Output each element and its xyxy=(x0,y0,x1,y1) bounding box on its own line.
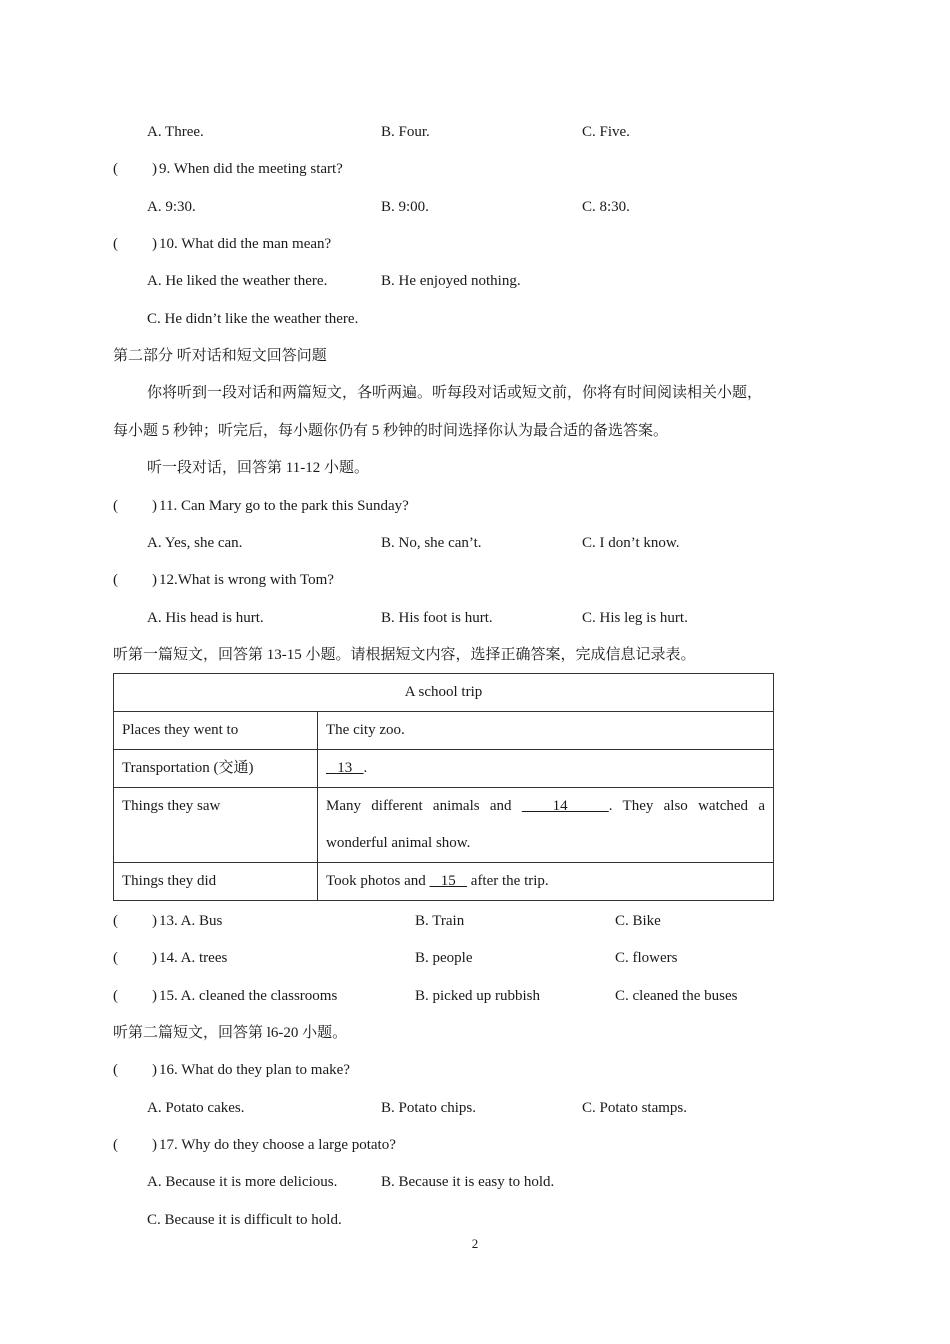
q8-option-c: C. Five. xyxy=(582,124,630,140)
question-stem: 10. What did the man mean? xyxy=(159,236,332,252)
answer-paren-close: ) xyxy=(152,950,157,966)
answer-paren-open: ( xyxy=(113,161,118,177)
answer-paren-close: ) xyxy=(152,988,157,1004)
option-c: C. cleaned the buses xyxy=(615,988,738,1004)
question-stem: 9. When did the meeting start? xyxy=(159,161,343,177)
answer-blank-15[interactable]: 15 xyxy=(429,873,468,889)
option-c: C. Potato stamps. xyxy=(582,1100,688,1116)
option-b: B. 9:00. xyxy=(381,199,429,215)
answer-paren-close: ) xyxy=(152,572,157,588)
answer-blank-13[interactable]: 13 xyxy=(326,760,364,776)
question-stem: 14. A. trees xyxy=(159,950,228,966)
answer-paren-close: ) xyxy=(152,498,157,514)
answer-paren-close: ) xyxy=(152,1137,157,1153)
answer-blank-14[interactable]: 14 xyxy=(521,798,609,814)
instructions-line-2: 每小题 5 秒钟；听完后，每小题你仍有 5 秒钟的时间选择你认为最合适的备选答案。 xyxy=(113,423,669,439)
question-stem: 13. A. Bus xyxy=(159,913,223,929)
answer-paren-open: ( xyxy=(113,498,118,514)
school-trip-table xyxy=(113,673,774,901)
answer-paren-close: ) xyxy=(152,161,157,177)
passage-2-intro: 听第二篇短文，回答第 l6-20 小题。 xyxy=(113,1025,348,1041)
text-pre: Took photos and xyxy=(326,873,430,889)
dialog-intro: 听一段对话，回答第 11-12 小题。 xyxy=(147,460,369,476)
option-b: B. He enjoyed nothing. xyxy=(381,273,521,289)
answer-paren-open: ( xyxy=(113,1062,118,1078)
option-b: B. No, she can’t. xyxy=(381,535,482,551)
row-label: Places they went to xyxy=(114,712,318,750)
text-pre: Many different animals and xyxy=(326,798,512,814)
option-b: B. picked up rubbish xyxy=(415,988,540,1004)
table-title: A school trip xyxy=(114,674,774,712)
option-c: C. Because it is difficult to hold. xyxy=(147,1212,342,1228)
question-stem: 16. What do they plan to make? xyxy=(159,1062,350,1078)
answer-paren-close: ) xyxy=(152,1062,157,1078)
table-row xyxy=(114,788,774,863)
q8-option-b: B. Four. xyxy=(381,124,430,140)
answer-paren-close: ) xyxy=(152,913,157,929)
question-stem: 17. Why do they choose a large potato? xyxy=(159,1137,396,1153)
option-b: B. Train xyxy=(415,913,465,929)
table-row xyxy=(114,750,774,788)
row-label: Transportation (交通) xyxy=(114,750,318,788)
option-c: C. He didn’t like the weather there. xyxy=(147,311,359,327)
option-c: C. 8:30. xyxy=(582,199,630,215)
table-row xyxy=(114,863,774,901)
row-label: Things they did xyxy=(114,863,318,901)
row-value xyxy=(318,750,774,788)
option-b: B. His foot is hurt. xyxy=(381,610,493,626)
option-b: B. people xyxy=(415,950,473,966)
option-a: A. Because it is more delicious. xyxy=(147,1174,338,1190)
answer-paren-open: ( xyxy=(113,572,118,588)
q8-option-a: A. Three. xyxy=(147,124,204,140)
row-value-line-1 xyxy=(326,788,765,825)
question-stem: 11. Can Mary go to the park this Sunday? xyxy=(159,498,409,514)
table-title-row xyxy=(114,674,774,712)
answer-paren-close: ) xyxy=(152,236,157,252)
option-a: A. His head is hurt. xyxy=(147,610,264,626)
answer-paren-open: ( xyxy=(113,236,118,252)
option-c: C. Bike xyxy=(615,913,661,929)
option-c: C. I don’t know. xyxy=(582,535,680,551)
section-heading: 第二部分 听对话和短文回答问题 xyxy=(113,348,327,364)
option-a: A. Yes, she can. xyxy=(147,535,243,551)
option-a: A. He liked the weather there. xyxy=(147,273,328,289)
answer-paren-open: ( xyxy=(113,988,118,1004)
instructions-line-1: 你将听到一段对话和两篇短文，各听两遍。听每段对话或短文前，你将有时间阅读相关小题， xyxy=(147,385,763,401)
question-stem: 15. A. cleaned the classrooms xyxy=(159,988,338,1004)
row-value: The city zoo. xyxy=(318,712,774,750)
row-label: Things they saw xyxy=(114,788,318,863)
answer-paren-open: ( xyxy=(113,913,118,929)
answer-paren-open: ( xyxy=(113,950,118,966)
option-b: B. Because it is easy to hold. xyxy=(381,1174,555,1190)
text-post: after the trip. xyxy=(467,873,549,889)
table-row xyxy=(114,712,774,750)
option-c: C. His leg is hurt. xyxy=(582,610,688,626)
option-b: B. Potato chips. xyxy=(381,1100,477,1116)
question-stem: 12.What is wrong with Tom? xyxy=(159,572,334,588)
row-value xyxy=(318,788,774,863)
text-post: . They also watched a xyxy=(608,798,765,814)
option-a: A. 9:30. xyxy=(147,199,196,215)
page-number: 2 xyxy=(471,1236,479,1251)
answer-paren-open: ( xyxy=(113,1137,118,1153)
option-c: C. flowers xyxy=(615,950,678,966)
row-value-line-2: wonderful animal show. xyxy=(326,835,471,851)
passage-1-intro: 听第一篇短文，回答第 13-15 小题。请根据短文内容，选择正确答案，完成信息记录表。 xyxy=(113,647,696,663)
option-a: A. Potato cakes. xyxy=(147,1100,245,1116)
row-value xyxy=(318,863,774,901)
blank-suffix: . xyxy=(363,760,368,776)
